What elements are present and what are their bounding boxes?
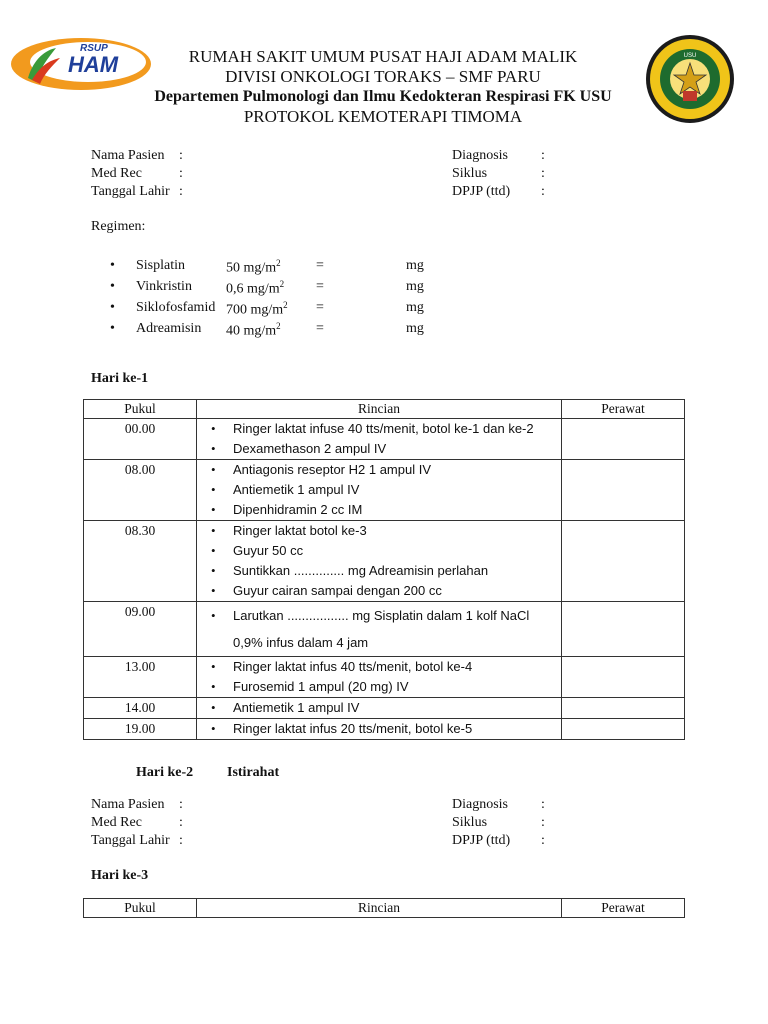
diagnosis-label: Diagnosis: [452, 148, 508, 163]
drug-equals: =: [316, 258, 324, 273]
day2-status: Istirahat: [227, 765, 280, 780]
drug-equals: =: [316, 300, 324, 315]
svg-text:USU: USU: [683, 53, 697, 59]
dob-label: Tanggal Lahir: [91, 833, 170, 848]
nurse-cell[interactable]: [562, 657, 685, 698]
time-cell: 08.30: [84, 521, 197, 602]
dpjp-label: DPJP (ttd): [452, 184, 511, 199]
dpjp-colon: :: [541, 833, 545, 848]
drug-name: Vinkristin: [136, 279, 192, 294]
time-cell: 09.00: [84, 602, 197, 657]
dob-colon: :: [179, 833, 183, 848]
drug-item: [110, 321, 450, 342]
drug-equals: =: [316, 321, 324, 336]
division-name: DIVISI ONKOLOGI TORAKS – SMF PARU: [225, 67, 541, 86]
drug-equals: =: [316, 279, 324, 294]
list-item: • Furosemid 1 ampul (20 mg) IV: [211, 679, 409, 694]
col-header-nurse: Perawat: [562, 899, 685, 918]
day1-table: [83, 399, 685, 740]
nurse-cell[interactable]: [562, 602, 685, 657]
drug-name: Adreamisin: [136, 321, 202, 336]
day1-title: Hari ke-1: [91, 371, 149, 386]
document-header: [0, 0, 768, 135]
drug-unit: mg: [406, 300, 424, 315]
logo-text: RSUP: [80, 43, 108, 54]
nurse-cell[interactable]: [562, 719, 685, 740]
col-header-details: Rincian: [197, 400, 562, 419]
day3-table: [83, 898, 685, 918]
list-item: • Guyur cairan sampai dengan 200 cc: [211, 583, 442, 598]
header-titles: [140, 47, 626, 127]
regimen-list: [110, 258, 450, 342]
diagnosis-colon: :: [541, 148, 545, 163]
dob-colon: :: [179, 184, 183, 199]
cycle-label: Siklus: [452, 166, 488, 181]
list-item: • Suntikkan .............. mg Adreamisin perlahan: [211, 563, 489, 578]
list-item: • Antiemetik 1 ampul IV: [211, 482, 360, 497]
time-cell: 14.00: [84, 698, 197, 719]
nurse-cell[interactable]: [562, 419, 685, 460]
faculty-seal-logo: [645, 33, 735, 125]
bullet: •: [110, 300, 115, 315]
drug-name: Sisplatin: [136, 258, 186, 273]
details-cell: [197, 419, 562, 460]
table-header-row: [84, 400, 685, 419]
day3-title: Hari ke-3: [91, 868, 149, 883]
table-header-row: [84, 899, 685, 918]
col-header-time: Pukul: [84, 400, 197, 419]
table-row: [84, 419, 685, 460]
time-cell: 19.00: [84, 719, 197, 740]
details-cell: [197, 657, 562, 698]
list-item: • Antiemetik 1 ampul IV: [211, 700, 360, 715]
dob-label: Tanggal Lahir: [91, 184, 170, 199]
drug-dose: 0,6 $mg/m^2$: [226, 279, 285, 297]
medrec-label: Med Rec: [91, 166, 142, 181]
diagnosis-colon: :: [541, 797, 545, 812]
protocol-title: PROTOKOL KEMOTERAPI TIMOMA: [243, 107, 523, 126]
drug-name: Siklofosfamid: [136, 300, 216, 315]
list-item: • Guyur 50 cc: [211, 543, 304, 558]
table-row: [84, 460, 685, 521]
bullet: •: [110, 279, 115, 294]
col-header-nurse: Perawat: [562, 400, 685, 419]
drug-dose: 700 $mg/m^2$: [226, 300, 288, 318]
medrec-colon: :: [179, 166, 183, 181]
time-cell: 08.00: [84, 460, 197, 521]
name-colon: :: [179, 148, 183, 163]
list-item: • Ringer laktat infus 20 tts/menit, botol ke-5: [211, 721, 473, 736]
dpjp-colon: :: [541, 184, 545, 199]
table-row: [84, 602, 685, 657]
cycle-label: Siklus: [452, 815, 488, 830]
details-cell: [197, 719, 562, 740]
col-header-time: Pukul: [84, 899, 197, 918]
diagnosis-label: Diagnosis: [452, 797, 508, 812]
details-cell: [197, 698, 562, 719]
patient-info-block-2: [91, 796, 561, 850]
list-item-continuation: 0,9% infus dalam 4 jam: [233, 635, 369, 650]
nurse-cell[interactable]: [562, 460, 685, 521]
time-cell: 13.00: [84, 657, 197, 698]
list-item: • Ringer laktat botol ke-3: [211, 523, 367, 538]
drug-item: [110, 300, 450, 321]
nurse-cell[interactable]: [562, 521, 685, 602]
cycle-colon: :: [541, 815, 545, 830]
details-cell: [197, 521, 562, 602]
time-cell: 00.00: [84, 419, 197, 460]
drug-unit: mg: [406, 321, 424, 336]
drug-item: [110, 279, 450, 300]
patient-info-block-1: [91, 147, 561, 201]
cycle-colon: :: [541, 166, 545, 181]
list-item: • Dipenhidramin 2 cc IM: [211, 502, 363, 517]
dpjp-label: DPJP (ttd): [452, 833, 511, 848]
table-row: [84, 719, 685, 740]
list-item: • Ringer laktat infus 40 tts/menit, botol ke-4: [211, 659, 473, 674]
list-item: • Antiagonis reseptor H2 1 ampul IV: [211, 462, 431, 477]
table-row: [84, 657, 685, 698]
bullet: •: [110, 321, 115, 336]
drug-dose: 40 $mg/m^2$: [226, 321, 281, 339]
drug-item: [110, 258, 450, 279]
col-header-details: Rincian: [197, 899, 562, 918]
medrec-colon: :: [179, 815, 183, 830]
regimen-label: Regimen:: [91, 219, 146, 234]
rsup-ham-logo: [10, 36, 152, 92]
table-row: [84, 698, 685, 719]
drug-unit: mg: [406, 258, 424, 273]
table-row: [84, 521, 685, 602]
details-cell: [197, 460, 562, 521]
name-label: Nama Pasien: [91, 148, 165, 163]
details-cell: [197, 602, 562, 657]
hospital-name: RUMAH SAKIT UMUM PUSAT HAJI ADAM MALIK: [188, 47, 578, 66]
nurse-cell[interactable]: [562, 698, 685, 719]
drug-unit: mg: [406, 279, 424, 294]
name-label: Nama Pasien: [91, 797, 165, 812]
name-colon: :: [179, 797, 183, 812]
day2-title: Hari ke-2: [136, 765, 194, 780]
medrec-label: Med Rec: [91, 815, 142, 830]
drug-dose: 50 $mg/m^2$: [226, 258, 281, 276]
svg-text:HAM: HAM: [68, 52, 119, 77]
department-name: Departemen Pulmonologi dan Ilmu Kedokteran Respirasi FK USU: [154, 88, 612, 105]
list-item: • Larutkan ................. mg Sisplatin dalam 1 kolf NaCl 0,9% infus dalam 4 jam: [233, 602, 561, 656]
list-item: • Ringer laktat infuse 40 tts/menit, botol ke-1 dan ke-2: [211, 421, 534, 436]
list-item: • Dexamethason 2 ampul IV: [211, 441, 387, 456]
bullet: •: [110, 258, 115, 273]
